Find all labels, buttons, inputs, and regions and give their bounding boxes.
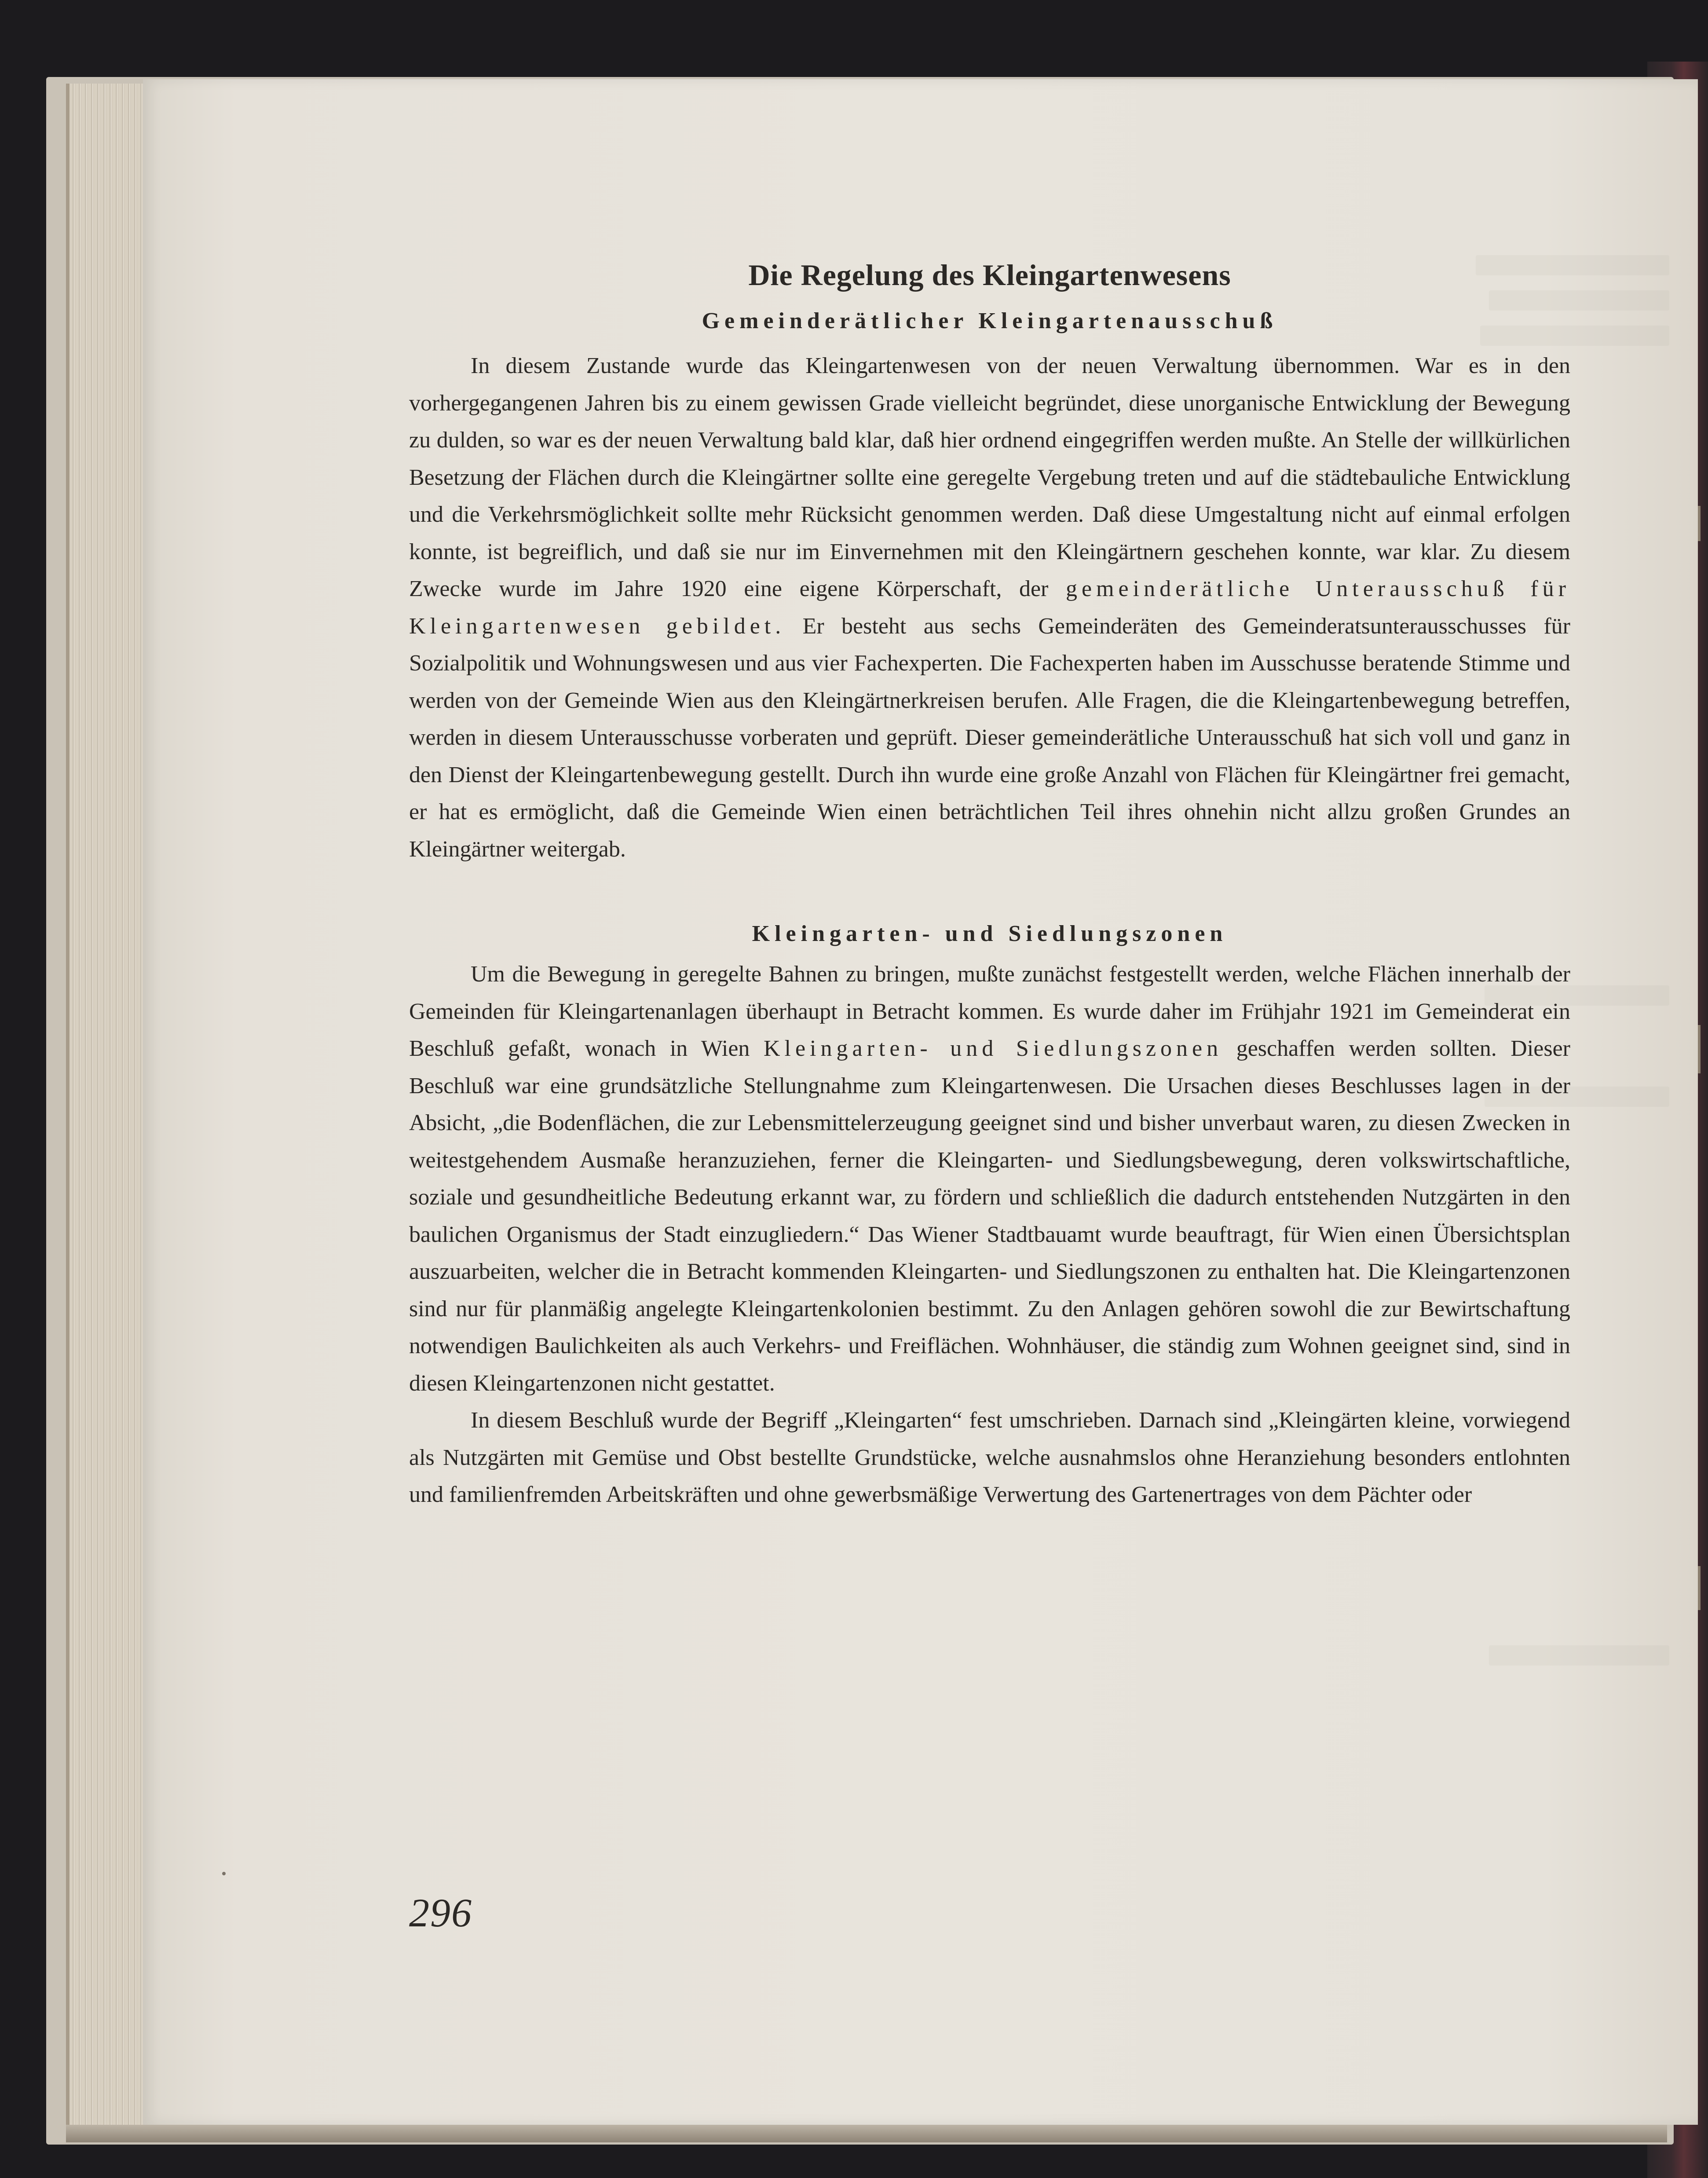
paragraph-begriff: In diesem Beschluß wurde der Begriff „Kleingarten“ fest umschrieben. Darnach sind „Kleingärten kleine, vorwiegend als Nutzgärten mit Gemüse und Obst bestellte Grundstücke, welche ausnahmslos ohne Heranziehung besonders entlohnten und familienfremden Arbeitskräften und ohne gewerbsmäßige Verwertung des Gartenertrages von dem Pächter oder (409, 1408, 1570, 1507)
binding-stitch (1698, 1025, 1701, 1073)
paragraph-text: Um die Bewegung in geregelte Bahnen zu bringen, mußte zunächst festgestellt werden, welche Flächen innerhalb der Gemeinden für Kleingartenanlagen überhaupt in Betracht kommen. Es wurde daher im Frühjahr 1921 im Gemeinderat ein Beschluß gefaßt, wonach in Wien (409, 962, 1570, 1061)
text-column (409, 238, 1570, 1514)
section-heading-ausschuss: Gemeinderätlicher Kleingartenausschuß (702, 308, 1278, 333)
emphasized-text: Kleingarten- und Siedlungszonen (763, 1036, 1223, 1061)
paragraph-text: Er besteht aus sechs Gemeinderäten des Gemeinderatsunterausschusses für Sozialpolitik und Wohnungswesen und aus vier Fachexperten. Die Fachexperten haben im Ausschusse beratende Stimme und werden von der Gemeinde Wien aus den Kleingärtnerkreisen berufen. Alle Fragen, die die Kleingartenbewegung betreffen, werden in diesem Unterausschusse vorberaten und geprüft. Dieser gemeinderätliche Unterausschuß hat sich voll und ganz in den Dienst der Kleingartenbewegung gestellt. Durch ihn wurde eine große Anzahl von Flächen für Kleingärtner frei gemacht, er hat es ermöglicht, daß die Gemeinde Wien einen beträchtlichen Teil ihres ohnehin nicht allzu großen Grundes an Kleingärtner weitergab. (409, 613, 1570, 862)
page-bottom-edge (66, 2125, 1667, 2142)
binding-stitch (1698, 506, 1701, 541)
paragraph-text: In diesem Zustande wurde das Kleingartenwesen von der neuen Verwaltung übernommen. War es in den vorhergegangenen Jahren bis zu einem gewissen Grade vielleicht begründet, diese unorganische Entwicklung der Bewegung zu dulden, so war es der neuen Verwaltung bald klar, daß hier ordnend eingegriffen werden mußte. An Stelle der willkürlichen Besetzung der Flächen durch die Kleingärtner sollte eine geregelte Vergebung treten und auf die städtebauliche Entwicklung und die Verkehrsmöglichkeit sollte mehr Rücksicht genommen werden. Daß diese Umgestaltung nicht auf einmal erfolgen konnte, ist begreiflich, und daß sie nur im Einvernehmen mit den Kleingärtnern geschehen konnte, war klar. Zu diesem Zwecke wurde im Jahre 1920 eine eigene Körperschaft, der (409, 353, 1570, 601)
emphasized-text: gemeinderätliche Unterausschuß für Kleingartenwesen gebildet. (409, 576, 1570, 639)
section-heading-zonen: Kleingarten- und Siedlungszonen (752, 921, 1228, 946)
page-edges (66, 84, 149, 2138)
paragraph-zonen (409, 956, 1570, 1402)
show-through-mark (1489, 1645, 1669, 1666)
paragraph-text: geschaffen werden sollten. Dieser Beschluß war eine grundsätzliche Stellungnahme zum Kleingartenwesen. Die Ursachen dieses Beschlusses lagen in der Absicht, „die Bodenflächen, die zur Lebensmittelerzeugung geeignet sind und bisher unverbaut waren, zu diesen Zwecken in weitestgehendem Ausmaße heranzuziehen, ferner die Kleingarten- und Siedlungsbewegung, deren volkswirtschaftliche, soziale und gesundheitliche Bedeutung erkannt war, zu fördern und schließlich die dadurch entstehenden Nutzgärten in den baulichen Organismus der Stadt einzugliedern.“ Das Wiener Stadtbauamt wurde beauftragt, für Wien einen Übersichtsplan auszuarbeiten, welcher die in Betracht kommenden Kleingarten- und Siedlungszonen zu enthalten hat. Die Kleingartenzonen sind nur für planmäßig angelegte Kleingartenkolonien bestimmt. Zu den Anlagen gehören sowohl die zur Bewirtschaftung notwendigen Baulichkeiten als auch Verkehrs- und Freiflächen. Wohnhäuser, die ständig zum Wohnen geeignet sind, sind in diesen Kleingartenzonen nicht gestattet. (409, 1036, 1571, 1396)
ink-speck (222, 1872, 226, 1875)
page-title: Die Regelung des Kleingartenwesens (748, 258, 1231, 292)
paragraph-ausschuss (409, 348, 1570, 868)
page-number: 296 (409, 1890, 472, 1935)
binding-stitch (1698, 1566, 1701, 1610)
